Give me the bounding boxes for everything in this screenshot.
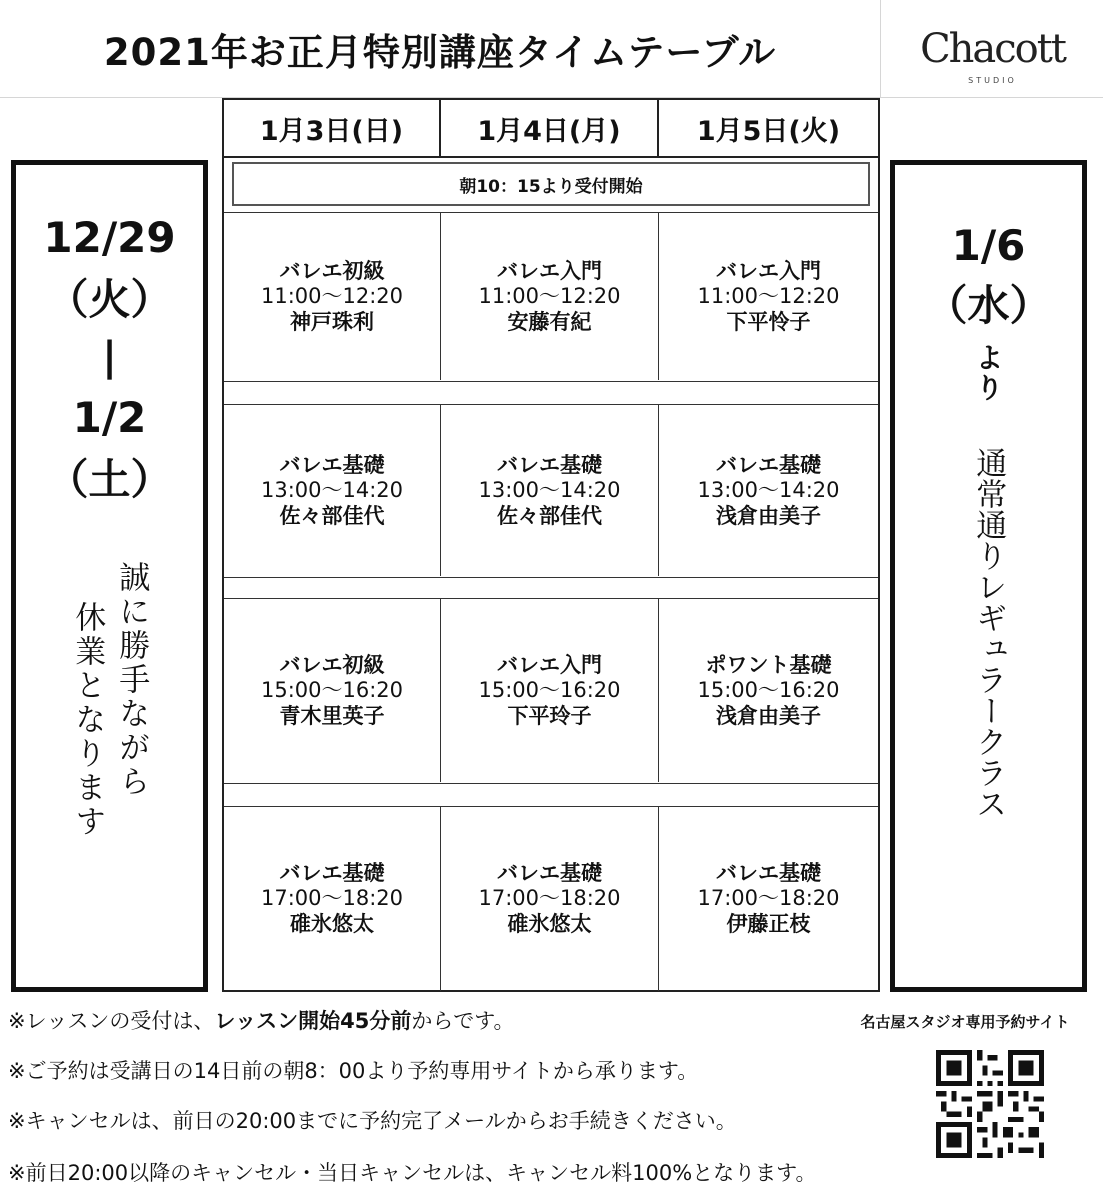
closed-start-day: （火） [46,275,173,324]
closed-end-date: 1/2 [72,393,147,442]
instructor-name: 浅倉由美子 [716,703,821,728]
table-row [224,404,878,578]
class-time: 15:00〜16:20 [697,677,840,702]
closed-message-line2: 休業となります [69,601,106,839]
class-cell [224,405,441,576]
instructor-name: 碓氷悠太 [507,912,592,936]
closed-message-line1: 誠に勝手ながら [113,561,150,799]
instructor-name: 浅倉由美子 [716,503,821,528]
class-time: 15:00〜16:20 [260,677,404,702]
table-row [224,212,878,382]
class-name: バレエ基礎 [279,452,385,477]
class-name: ポワント基礎 [705,652,832,677]
class-time: 11:00〜12:20 [260,283,404,308]
day-header-jan3: 1月3日(日) [224,100,441,156]
instructor-name: 青木里英子 [279,703,385,728]
instructor-name: 碓氷悠太 [290,912,374,936]
logo-subtitle: STUDIO [968,76,1017,85]
reception-notice: 朝10：15より受付開始 [232,162,870,206]
class-time: 13:00〜14:20 [260,477,404,502]
class-cell [441,213,659,380]
class-cell [224,213,441,380]
class-time: 17:00〜18:20 [697,886,840,910]
instructor-name: 佐々部佳代 [279,503,385,528]
table-row [224,598,878,784]
note-cancel-fee: ※前日20:00以降のキャンセル・当日キャンセルは、キャンセル料100%となります。 [8,1161,817,1185]
closed-period-box [11,160,208,992]
instructor-name: 神戸珠利 [290,309,374,334]
class-time: 13:00〜14:20 [478,477,621,502]
closed-end-day: （土） [46,455,173,504]
header [0,0,1103,98]
day-header-jan5: 1月5日(火) [696,115,841,147]
class-cell [224,807,441,991]
class-time: 15:00〜16:20 [478,677,621,702]
class-name: バレエ基礎 [279,861,385,885]
table-row [224,806,878,992]
class-name: バレエ基礎 [716,861,821,885]
note-reception-emphasis: レッスン開始45分前 [214,1009,412,1033]
class-cell [441,807,659,991]
class-time: 13:00〜14:20 [697,477,840,502]
class-name: バレエ入門 [497,258,602,283]
resume-message: 通常通りレギュラークラス [970,447,1007,819]
class-name: バレエ初級 [279,258,385,283]
note-reservation: ※ご予約は受講日の14日前の朝8：00より予約専用サイトから承ります。 [8,1059,699,1083]
regular-resume-box [890,160,1087,992]
qr-code-icon[interactable] [936,1050,1044,1158]
class-name: バレエ入門 [497,652,602,677]
instructor-name: 佐々部佳代 [497,503,602,528]
class-name: バレエ入門 [716,258,821,283]
class-time: 17:00〜18:20 [260,886,404,910]
instructor-name: 伊藤正枝 [726,912,811,936]
page-title: 2021年お正月特別講座タイムテーブル [103,31,777,74]
class-cell [224,599,441,782]
closed-start-date: 12/29 [43,213,176,262]
class-name: バレエ基礎 [497,861,602,885]
chacott-logo [880,0,1103,98]
closed-dash: | [102,334,117,380]
instructor-name: 下平怜子 [726,309,811,334]
class-cell [659,807,878,991]
note-reception [8,1005,515,1035]
class-cell [659,405,878,576]
class-cell [441,599,659,782]
class-time: 17:00〜18:20 [478,886,621,910]
class-time: 11:00〜12:20 [697,283,840,308]
resume-day: （水） [925,281,1052,330]
instructor-name: 下平玲子 [507,703,592,728]
class-cell [441,405,659,576]
class-cell [659,213,878,380]
timetable [222,98,880,992]
class-name: バレエ基礎 [716,452,821,477]
class-time: 11:00〜12:20 [478,283,621,308]
note-reception-prefix: ※レッスンの受付は、 [8,1009,215,1033]
class-name: バレエ初級 [279,652,385,677]
class-name: バレエ基礎 [497,452,602,477]
note-cancel: ※キャンセルは、前日の20:00までに予約完了メールからお手続きください。 [8,1109,737,1133]
resume-suffix: より [971,343,1005,403]
resume-date: 1/6 [951,221,1026,270]
note-reception-suffix: からです。 [411,1009,515,1033]
logo-wordmark: Chacott [920,26,1065,72]
day-header-jan4: 1月4日(月) [441,100,659,156]
class-cell [659,599,878,782]
instructor-name: 安藤有紀 [507,309,592,334]
reservation-site-label: 名古屋スタジオ専用予約サイト [860,1013,1070,1031]
header-divider [224,156,878,158]
